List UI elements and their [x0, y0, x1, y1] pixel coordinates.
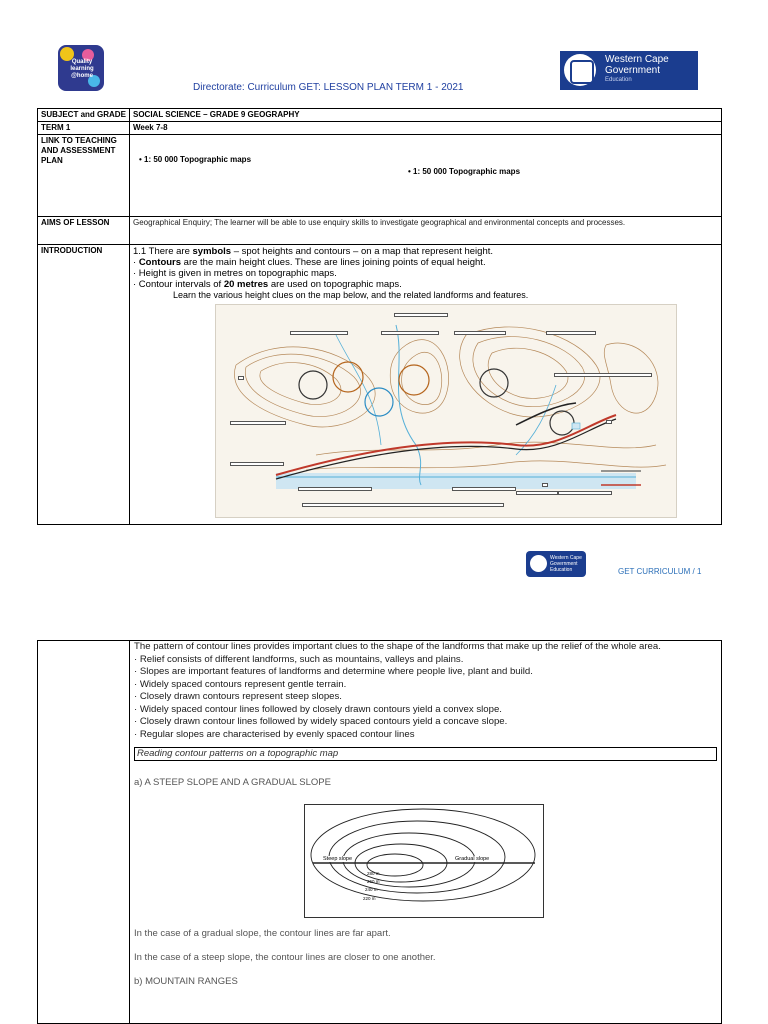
western-cape-sub: Education — [605, 77, 632, 83]
steep-slope-text: In the case of a steep slope, the contour lines are closer to one another. — [134, 952, 436, 963]
table-row — [38, 122, 722, 135]
quality-learning-logo — [58, 45, 104, 91]
page2-table — [37, 640, 722, 1024]
gradual-slope-text: In the case of a gradual slope, the contour lines are far apart. — [134, 928, 391, 939]
gradual-slope-label: Gradual slope — [455, 856, 490, 862]
slope-diagram — [304, 804, 544, 918]
table-row — [38, 109, 722, 122]
map-label-spur — [381, 331, 439, 335]
footer-crest-icon — [530, 555, 547, 572]
row-value — [130, 135, 722, 217]
page2-line: · Regular slopes are characterised by evenly spaced contour lines — [134, 728, 415, 740]
map-label-nonperennial — [298, 487, 372, 491]
map-label-dam-shape — [558, 491, 612, 495]
footer-logo — [526, 551, 586, 577]
footer-page-label: GET CURRICULUM / 1 — [618, 567, 702, 576]
page2-line: · Closely drawn contours represent steep slopes. — [134, 691, 342, 702]
crest-icon — [564, 54, 596, 86]
table-row — [38, 217, 722, 245]
map-label-spot — [554, 373, 652, 377]
section-b-heading: b) MOUNTAIN RANGES — [134, 976, 238, 987]
aims-text: Geographical Enquiry; The learner will be able to use enquiry skills to investigate geographical and environmental concepts and processes. — [130, 217, 722, 245]
row-label: TERM 1 — [38, 122, 130, 135]
contour-260: 260 m — [367, 879, 380, 884]
contour-240: 240 m — [365, 887, 378, 892]
topographic-maps-item-2: • 1: 50 000 Topographic maps — [408, 167, 521, 176]
map-label-index — [230, 462, 284, 466]
table-row — [38, 135, 722, 217]
row-label: LINK TO TEACHING AND ASSESSMENT PLAN — [38, 135, 130, 217]
topographic-map-drawing — [216, 305, 676, 517]
row-label: AIMS OF LESSON — [38, 217, 130, 245]
contour-reading-heading: Reading contour patterns on a topographic map — [134, 747, 717, 761]
map-label-confluence — [394, 313, 448, 317]
topographic-maps-item: • 1: 50 000 Topographic maps — [139, 155, 252, 164]
map-label-dam — [542, 483, 548, 487]
western-cape-name: Western Cape Government — [605, 54, 669, 76]
topographic-map-figure — [215, 304, 677, 518]
page2-line: · Closely drawn contour lines followed by widely spaced contours yield a concave slope. — [134, 716, 508, 727]
map-label-contours — [546, 331, 596, 335]
row-label: INTRODUCTION — [38, 245, 130, 525]
map-label-close — [454, 331, 506, 335]
map-label-benchmark — [606, 420, 612, 424]
steep-slope-label: Steep slope — [323, 856, 353, 862]
map-label-wall — [516, 491, 558, 495]
page2-line: · Widely spaced contours represent gentle terrain. — [134, 678, 347, 690]
map-label-far — [230, 421, 286, 425]
page2-line: · Slopes are important features of landforms and determine where people live, plant and build. — [134, 666, 533, 677]
quality-learning-logo-text: Quality learning @home — [70, 59, 94, 79]
directorate-title: Directorate: Curriculum GET: LESSON PLAN TERM 1 - 2021 — [193, 82, 464, 93]
map-label-perennial — [452, 487, 516, 491]
intro-line-2: · Contours are the main height clues. These are lines joining points of equal height. — [133, 257, 486, 268]
contour-220: 220 m — [363, 896, 376, 901]
page2-label-cell — [38, 641, 130, 1024]
intro-line-1: 1.1 There are symbols – spot heights and contours – on a map that represent height. — [133, 246, 494, 257]
page2-line: · Widely spaced contour lines followed by closely drawn contours yield a convex slope. — [134, 703, 502, 715]
lesson-plan-table — [37, 108, 722, 525]
map-label-coastline — [302, 503, 504, 507]
western-cape-logo — [560, 51, 698, 90]
section-a-heading: a) A STEEP SLOPE AND A GRADUAL SLOPE — [134, 777, 331, 788]
row-value: Week 7-8 — [130, 122, 722, 135]
page2-line: The pattern of contour lines provides important clues to the shape of the landforms that make up the relief of the whole area. — [134, 641, 661, 652]
table-row — [38, 641, 722, 1024]
map-label-valley — [290, 331, 348, 335]
map-label-trig — [238, 376, 244, 380]
page2-content-cell — [130, 641, 722, 1024]
intro-line-4: · Contour intervals of 20 metres are used on topographic maps. — [133, 279, 402, 290]
contour-280: 280 m — [367, 871, 380, 876]
intro-line-3: · Height is given in metres on topographic maps. — [133, 268, 337, 279]
intro-line-5: Learn the various height clues on the map below, and the related landforms and features. — [173, 290, 529, 300]
intro-cell — [130, 245, 722, 525]
row-value: SOCIAL SCIENCE – GRADE 9 GEOGRAPHY — [130, 109, 722, 122]
page2-line: · Relief consists of different landforms, such as mountains, valleys and plains. — [134, 653, 464, 665]
row-label: SUBJECT and GRADE — [38, 109, 130, 122]
footer-logo-text: Western Cape Government Education — [550, 555, 582, 573]
table-row — [38, 245, 722, 525]
